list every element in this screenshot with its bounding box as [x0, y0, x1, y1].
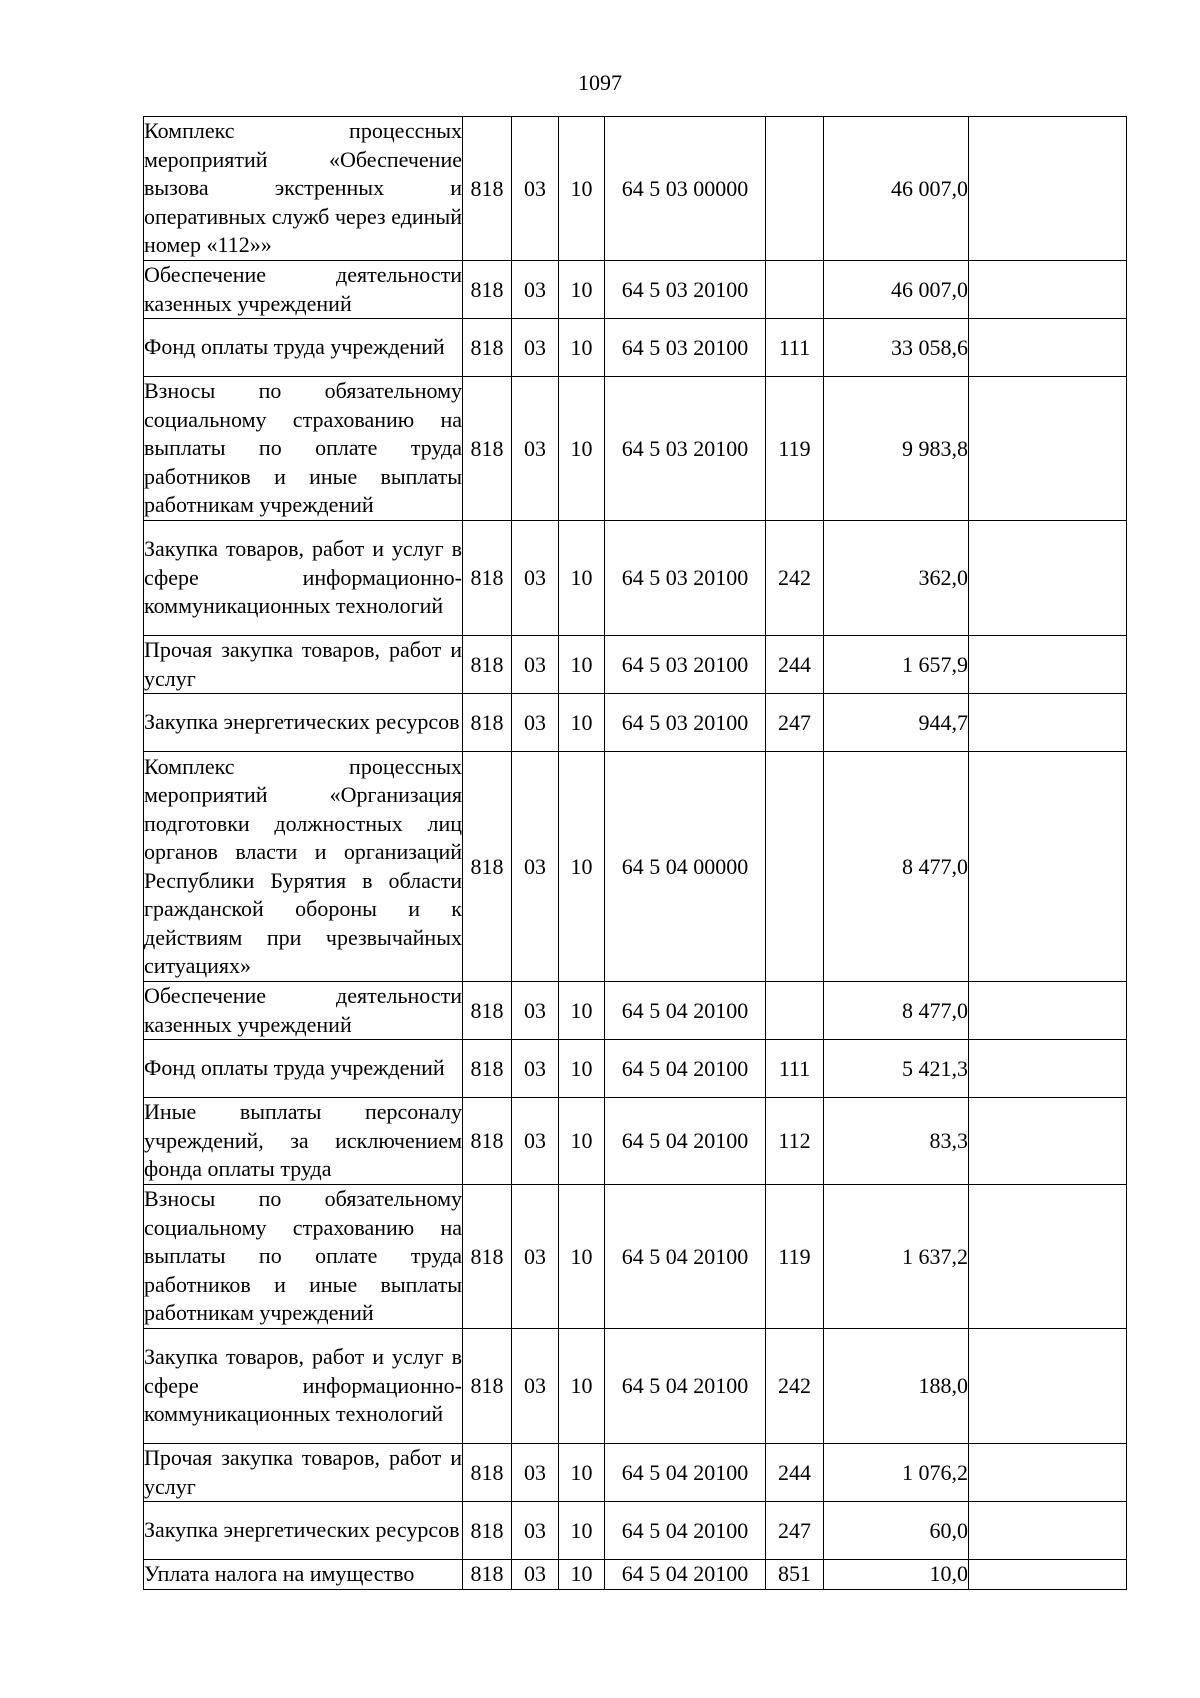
ministry-code: 818	[463, 521, 512, 636]
ministry-code: 818	[463, 752, 512, 982]
section-code: 03	[512, 1040, 559, 1098]
ministry-code: 818	[463, 261, 512, 319]
table-row	[144, 982, 1127, 1040]
amount: 362,0	[824, 521, 969, 636]
section-code: 03	[512, 1502, 559, 1560]
expense-type-code: 247	[766, 694, 824, 752]
subsection-code: 10	[559, 694, 605, 752]
row-description: Фонд оплаты труда учреждений	[144, 1040, 463, 1098]
page-number: 1097	[578, 70, 622, 95]
expense-type-code	[766, 117, 824, 261]
ministry-code: 818	[463, 1040, 512, 1098]
table-row	[144, 117, 1127, 261]
amount: 46 007,0	[824, 261, 969, 319]
target-article-code: 64 5 03 20100	[605, 694, 766, 752]
ministry-code: 818	[463, 694, 512, 752]
row-description: Взносы по обязательному социальному страхованию на выплаты по оплате труда работников и иные выплаты работникам учреждений	[144, 1185, 463, 1329]
empty-column	[969, 319, 1127, 377]
row-description: Иные выплаты персоналу учреждений, за исключением фонда оплаты труда	[144, 1098, 463, 1185]
row-description: Обеспечение деятельности казенных учреждений	[144, 982, 463, 1040]
empty-column	[969, 377, 1127, 521]
subsection-code: 10	[559, 982, 605, 1040]
row-description: Обеспечение деятельности казенных учреждений	[144, 261, 463, 319]
section-code: 03	[512, 1185, 559, 1329]
section-code: 03	[512, 1444, 559, 1502]
target-article-code: 64 5 04 00000	[605, 752, 766, 982]
ministry-code: 818	[463, 1098, 512, 1185]
amount: 1 637,2	[824, 1185, 969, 1329]
target-article-code: 64 5 03 20100	[605, 377, 766, 521]
subsection-code: 10	[559, 319, 605, 377]
target-article-code: 64 5 04 20100	[605, 1502, 766, 1560]
ministry-code: 818	[463, 377, 512, 521]
target-article-code: 64 5 03 20100	[605, 521, 766, 636]
expense-type-code: 119	[766, 1185, 824, 1329]
table-row	[144, 1185, 1127, 1329]
ministry-code: 818	[463, 1329, 512, 1444]
subsection-code: 10	[559, 117, 605, 261]
target-article-code: 64 5 03 20100	[605, 261, 766, 319]
expense-type-code: 112	[766, 1098, 824, 1185]
row-description: Комплекс процессных мероприятий «Организация подготовки должностных лиц органов власти и организаций Республики Бурятия в области гражданской обороны и к действиям при чрезвычайных ситуациях»	[144, 752, 463, 982]
expense-type-code: 242	[766, 521, 824, 636]
amount: 5 421,3	[824, 1040, 969, 1098]
expense-type-code: 119	[766, 377, 824, 521]
amount: 33 058,6	[824, 319, 969, 377]
row-description: Закупка товаров, работ и услуг в сфере информационно-коммуникационных технологий	[144, 1329, 463, 1444]
expense-type-code: 247	[766, 1502, 824, 1560]
target-article-code: 64 5 04 20100	[605, 982, 766, 1040]
row-description: Уплата налога на имущество	[144, 1560, 463, 1590]
target-article-code: 64 5 04 20100	[605, 1098, 766, 1185]
expense-type-code: 851	[766, 1560, 824, 1590]
table-row	[144, 1329, 1127, 1444]
row-description: Взносы по обязательному социальному страхованию на выплаты по оплате труда работников и иные выплаты работникам учреждений	[144, 377, 463, 521]
budget-table-body	[144, 117, 1127, 1590]
ministry-code: 818	[463, 982, 512, 1040]
expense-type-code	[766, 982, 824, 1040]
section-code: 03	[512, 521, 559, 636]
amount: 60,0	[824, 1502, 969, 1560]
section-code: 03	[512, 982, 559, 1040]
empty-column	[969, 1185, 1127, 1329]
amount: 8 477,0	[824, 982, 969, 1040]
empty-column	[969, 982, 1127, 1040]
target-article-code: 64 5 03 20100	[605, 636, 766, 694]
target-article-code: 64 5 04 20100	[605, 1329, 766, 1444]
amount: 83,3	[824, 1098, 969, 1185]
empty-column	[969, 1502, 1127, 1560]
subsection-code: 10	[559, 1040, 605, 1098]
subsection-code: 10	[559, 752, 605, 982]
empty-column	[969, 636, 1127, 694]
table-row	[144, 1098, 1127, 1185]
ministry-code: 818	[463, 1185, 512, 1329]
row-description: Прочая закупка товаров, работ и услуг	[144, 636, 463, 694]
row-description: Прочая закупка товаров, работ и услуг	[144, 1444, 463, 1502]
expense-type-code: 244	[766, 636, 824, 694]
target-article-code: 64 5 04 20100	[605, 1444, 766, 1502]
subsection-code: 10	[559, 1560, 605, 1590]
amount: 10,0	[824, 1560, 969, 1590]
expense-type-code: 111	[766, 319, 824, 377]
amount: 1 076,2	[824, 1444, 969, 1502]
subsection-code: 10	[559, 377, 605, 521]
section-code: 03	[512, 377, 559, 521]
section-code: 03	[512, 261, 559, 319]
empty-column	[969, 1329, 1127, 1444]
expense-type-code: 242	[766, 1329, 824, 1444]
table-row	[144, 636, 1127, 694]
table-row	[144, 1040, 1127, 1098]
empty-column	[969, 521, 1127, 636]
section-code: 03	[512, 319, 559, 377]
expense-type-code: 244	[766, 1444, 824, 1502]
subsection-code: 10	[559, 1185, 605, 1329]
section-code: 03	[512, 117, 559, 261]
table-row	[144, 1444, 1127, 1502]
row-description: Фонд оплаты труда учреждений	[144, 319, 463, 377]
expense-type-code	[766, 752, 824, 982]
ministry-code: 818	[463, 319, 512, 377]
section-code: 03	[512, 1098, 559, 1185]
expense-type-code	[766, 261, 824, 319]
table-row	[144, 1560, 1127, 1590]
empty-column	[969, 1040, 1127, 1098]
ministry-code: 818	[463, 1444, 512, 1502]
ministry-code: 818	[463, 1502, 512, 1560]
empty-column	[969, 694, 1127, 752]
table-row	[144, 752, 1127, 982]
subsection-code: 10	[559, 1329, 605, 1444]
amount: 9 983,8	[824, 377, 969, 521]
subsection-code: 10	[559, 1098, 605, 1185]
section-code: 03	[512, 694, 559, 752]
subsection-code: 10	[559, 1444, 605, 1502]
table-row	[144, 261, 1127, 319]
target-article-code: 64 5 04 20100	[605, 1040, 766, 1098]
empty-column	[969, 117, 1127, 261]
empty-column	[969, 261, 1127, 319]
table-row	[144, 319, 1127, 377]
table-row	[144, 694, 1127, 752]
amount: 188,0	[824, 1329, 969, 1444]
row-description: Закупка энергетических ресурсов	[144, 694, 463, 752]
ministry-code: 818	[463, 636, 512, 694]
subsection-code: 10	[559, 261, 605, 319]
amount: 944,7	[824, 694, 969, 752]
amount: 46 007,0	[824, 117, 969, 261]
section-code: 03	[512, 752, 559, 982]
ministry-code: 818	[463, 1560, 512, 1590]
row-description: Закупка энергетических ресурсов	[144, 1502, 463, 1560]
table-row	[144, 1502, 1127, 1560]
empty-column	[969, 1444, 1127, 1502]
target-article-code: 64 5 04 20100	[605, 1185, 766, 1329]
subsection-code: 10	[559, 521, 605, 636]
expense-type-code: 111	[766, 1040, 824, 1098]
target-article-code: 64 5 03 00000	[605, 117, 766, 261]
budget-table	[143, 116, 1127, 1590]
ministry-code: 818	[463, 117, 512, 261]
row-description: Закупка товаров, работ и услуг в сфере информационно-коммуникационных технологий	[144, 521, 463, 636]
amount: 8 477,0	[824, 752, 969, 982]
table-row	[144, 521, 1127, 636]
section-code: 03	[512, 636, 559, 694]
empty-column	[969, 1560, 1127, 1590]
row-description: Комплекс процессных мероприятий «Обеспечение вызова экстренных и оперативных служб через единый номер «112»»	[144, 117, 463, 261]
subsection-code: 10	[559, 1502, 605, 1560]
empty-column	[969, 752, 1127, 982]
section-code: 03	[512, 1329, 559, 1444]
section-code: 03	[512, 1560, 559, 1590]
table-row	[144, 377, 1127, 521]
target-article-code: 64 5 04 20100	[605, 1560, 766, 1590]
target-article-code: 64 5 03 20100	[605, 319, 766, 377]
amount: 1 657,9	[824, 636, 969, 694]
empty-column	[969, 1098, 1127, 1185]
subsection-code: 10	[559, 636, 605, 694]
